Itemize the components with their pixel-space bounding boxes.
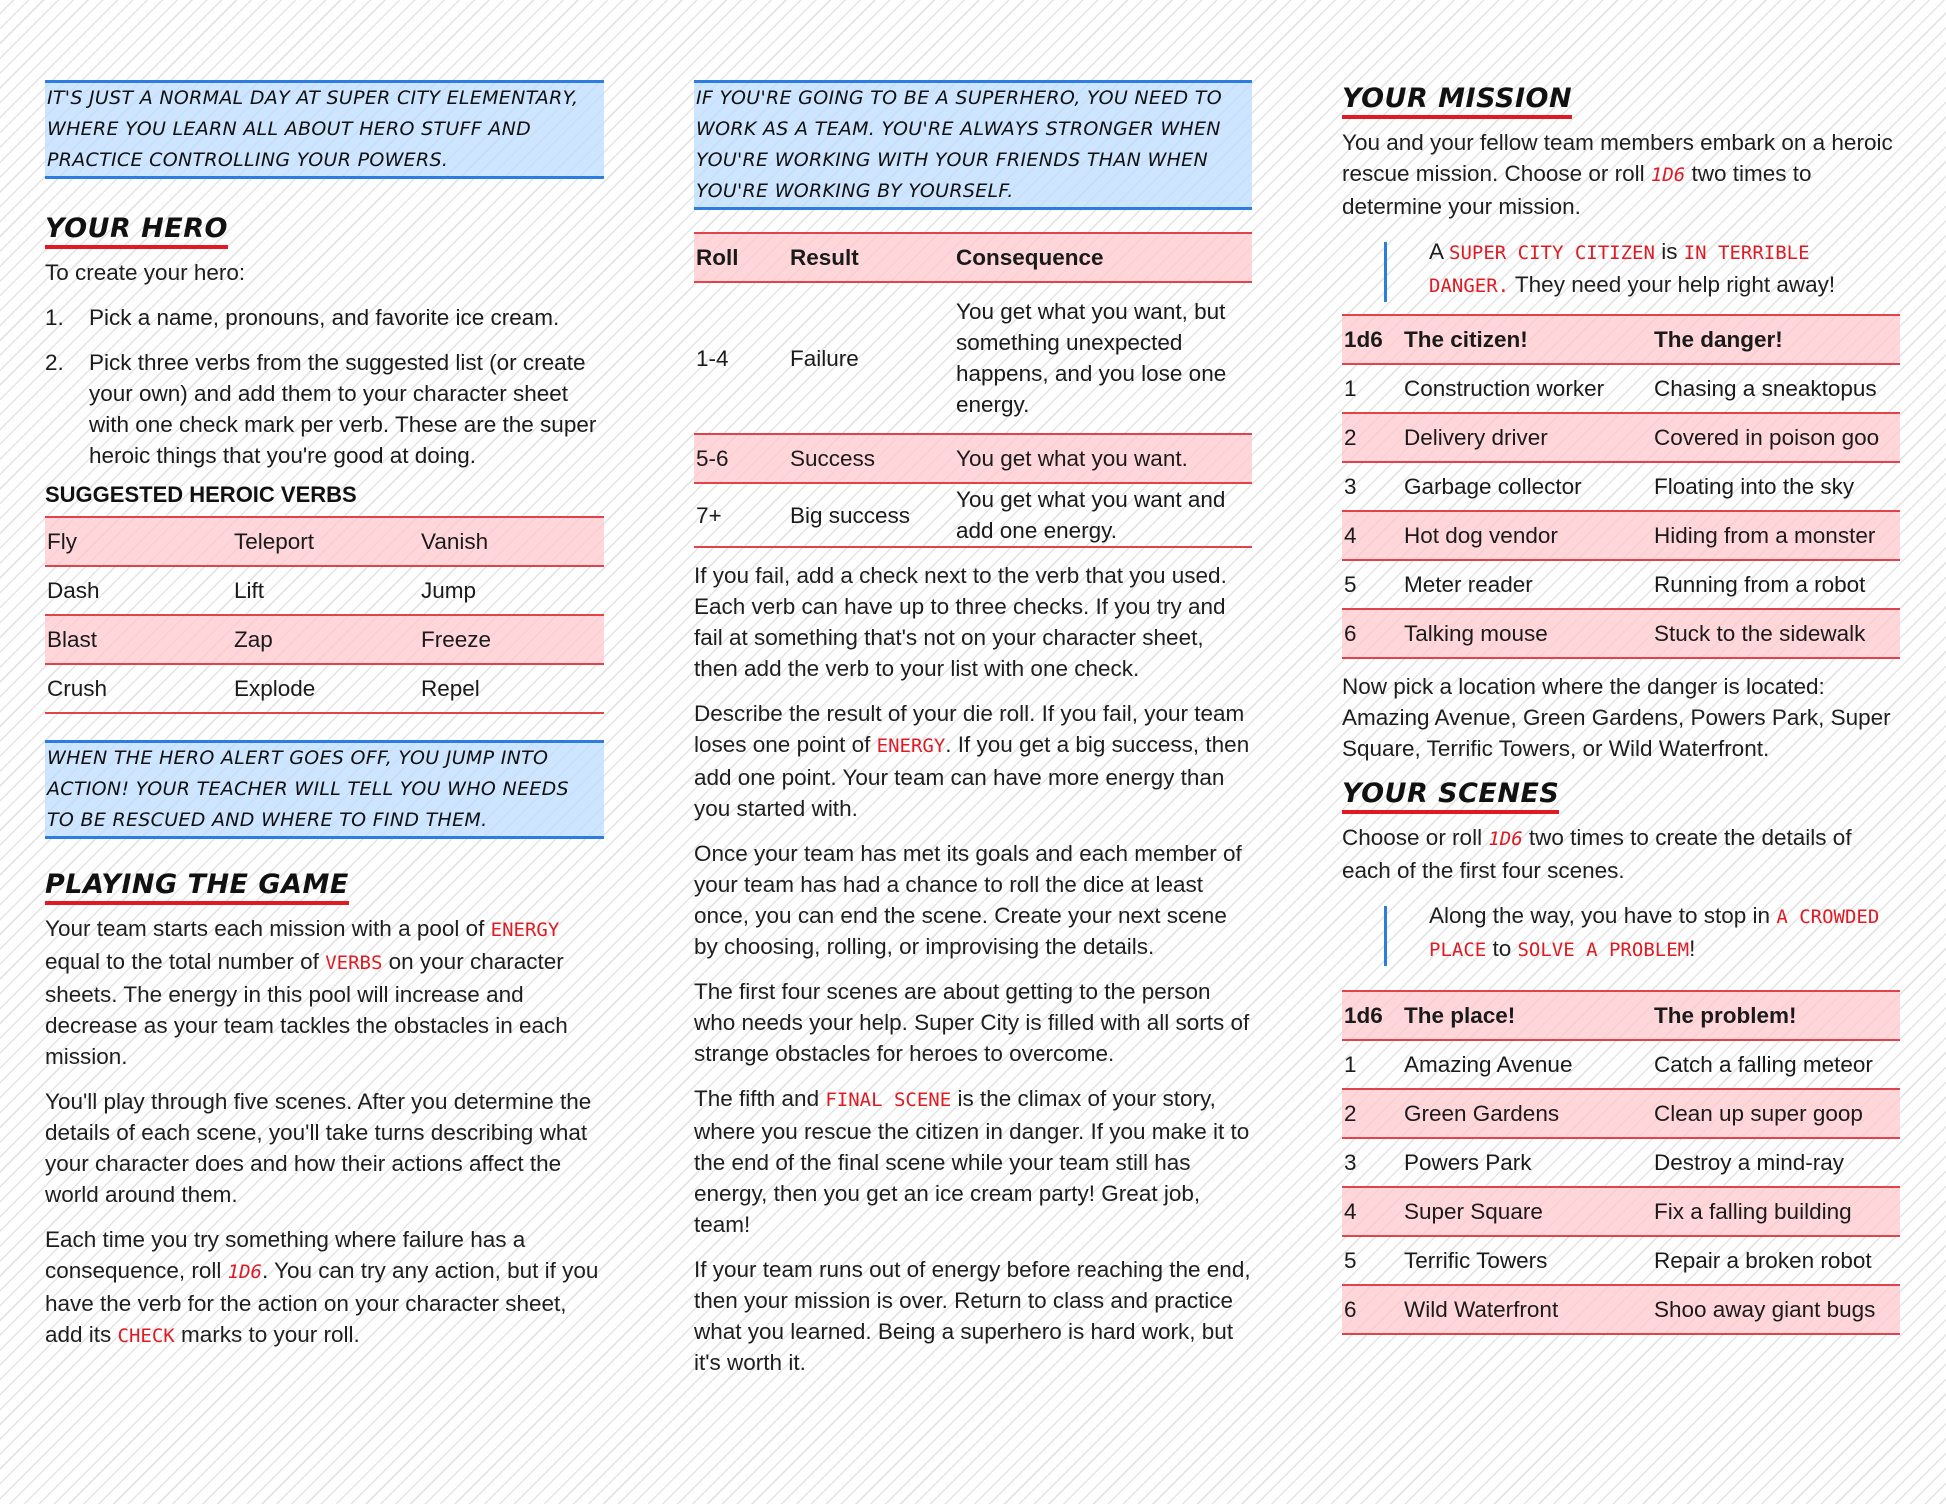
scenes-paragraph: Choose or roll 1D6 two times to create the details of each of the first four scenes. bbox=[1342, 825, 1852, 883]
scenes-quote: Along the way, you have to stop in A CROWDED PLACE to SOLVE A PROBLEM! bbox=[1384, 900, 1900, 966]
end-scene-paragraph: Once your team has met its goals and each member of your team has had a chance to roll the dice at least once, you can end the scene. Create your next scene by choosing, rolling, or improvising the details. bbox=[694, 841, 1242, 959]
table-header-row: Roll Result Consequence bbox=[694, 233, 1252, 282]
energy-keyword: ENERGY bbox=[490, 919, 560, 941]
hero-alert-callout: WHEN THE HERO ALERT GOES OFF, YOU JUMP INTO ACTION! YOUR TEACHER WILL TELL YOU WHO NEEDS TO BE RESCUED AND WHERE TO FIND THEM. bbox=[45, 740, 604, 839]
table-row: 5 Meter reader Running from a robot bbox=[1342, 560, 1900, 609]
super-city-citizen-keyword: SUPER CITY CITIZEN bbox=[1449, 242, 1655, 264]
step-item: 1. Pick a name, pronouns, and favorite ice cream. bbox=[45, 305, 560, 330]
mission-quote: A SUPER CITY CITIZEN is IN TERRIBLE DANGER. They need your help right away! bbox=[1384, 236, 1900, 302]
table-header-row: 1d6 The citizen! The danger! bbox=[1342, 315, 1900, 364]
your-scenes-heading: YOUR SCENES bbox=[1342, 778, 1559, 814]
right-column bbox=[1342, 0, 1900, 1335]
table-row: 2 Delivery driver Covered in poison goo bbox=[1342, 413, 1900, 462]
citizen-table bbox=[1342, 314, 1900, 659]
table-row: Dash Lift Jump bbox=[45, 566, 604, 615]
verbs-heading: SUGGESTED HEROIC VERBS bbox=[45, 482, 357, 507]
first-four-scenes-paragraph: The first four scenes are about getting to the person who needs your help. Super City is filled with all sorts of strange obstacles for heroes to overcome. bbox=[694, 979, 1250, 1066]
mission-paragraph: You and your fellow team members embark on a heroic rescue mission. Choose or roll 1D6 two times to determine your mission. bbox=[1342, 130, 1893, 219]
playing-the-game-heading: PLAYING THE GAME bbox=[45, 869, 349, 905]
table-row: Crush Explode Repel bbox=[45, 664, 604, 713]
1d6-keyword: 1D6 bbox=[227, 1261, 262, 1283]
quote-bar bbox=[1384, 242, 1387, 302]
table-row: 7+ Big success You get what you want and add one energy. bbox=[694, 483, 1252, 547]
scenes-paragraph: You'll play through five scenes. After you determine the details of each scene, you'll take turns describing what your character does and how their actions affect the world around them. bbox=[45, 1089, 592, 1207]
table-row: 5-6 Success You get what you want. bbox=[694, 434, 1252, 483]
final-scene-keyword: FINAL SCENE bbox=[825, 1089, 952, 1111]
intro-callout: IT'S JUST A NORMAL DAY AT SUPER CITY ELEMENTARY, WHERE YOU LEARN ALL ABOUT HERO STUFF AND PRACTICE CONTROLLING YOUR POWERS. bbox=[45, 80, 604, 179]
in-terrible-danger-keyword: IN TERRIBLE DANGER. bbox=[1429, 242, 1810, 297]
table-row: 4 Hot dog vendor Hiding from a monster bbox=[1342, 511, 1900, 560]
solve-a-problem-keyword: SOLVE A PROBLEM bbox=[1517, 939, 1690, 961]
left-column bbox=[45, 0, 604, 1366]
energy-keyword: ENERGY bbox=[876, 735, 946, 757]
place-table bbox=[1342, 990, 1900, 1335]
step-item: 2. Pick three verbs from the suggested list (or create your own) and add them to your character sheet with one check mark per verb. These are the super heroic things that you're good at doing. bbox=[45, 350, 597, 468]
table-row: 1 Amazing Avenue Catch a falling meteor bbox=[1342, 1040, 1900, 1089]
table-row: 5 Terrific Towers Repair a broken robot bbox=[1342, 1236, 1900, 1285]
table-row: 1 Construction worker Chasing a sneaktopus bbox=[1342, 364, 1900, 413]
fail-check-paragraph: If you fail, add a check next to the verb that you used. Each verb can have up to three checks. If you try and fail at something that's not on your character sheet, then add the verb to your list with one check. bbox=[694, 563, 1227, 681]
table-row: 6 Wild Waterfront Shoo away giant bugs bbox=[1342, 1285, 1900, 1334]
table-row: 6 Talking mouse Stuck to the sidewalk bbox=[1342, 609, 1900, 658]
team-callout: IF YOU'RE GOING TO BE A SUPERHERO, YOU NEED TO WORK AS A TEAM. YOU'RE ALWAYS STRONGER WHEN YOU'RE WORKING WITH YOUR FRIENDS THAN WHEN YOU'RE WORKING BY YOURSELF. bbox=[694, 80, 1252, 210]
table-row: 4 Super Square Fix a falling building bbox=[1342, 1187, 1900, 1236]
energy-paragraph: Your team starts each mission with a pool of ENERGY equal to the total number of VERBS on your character sheets. The energy in this pool will increase and decrease as your team tackles the obstacles in each mission. bbox=[45, 916, 568, 1069]
verbs-table bbox=[45, 516, 604, 714]
die-result-paragraph: Describe the result of your die roll. If you fail, your team loses one point of ENERGY. If you get a big success, then add one point. Your team can have more energy than you started with. bbox=[694, 701, 1250, 821]
verbs-keyword: VERBS bbox=[325, 952, 383, 974]
your-mission-heading: YOUR MISSION bbox=[1342, 83, 1572, 119]
table-header-row: 1d6 The place! The problem! bbox=[1342, 991, 1900, 1040]
roll-table bbox=[694, 232, 1252, 548]
quote-bar bbox=[1384, 906, 1387, 966]
middle-column bbox=[694, 0, 1252, 1392]
table-row: 1-4 Failure You get what you want, but something unexpected happens, and you lose one energy. bbox=[694, 282, 1252, 434]
check-keyword: CHECK bbox=[117, 1325, 175, 1347]
hero-intro: To create your hero: bbox=[45, 260, 246, 285]
location-paragraph: Now pick a location where the danger is located: Amazing Avenue, Green Gardens, Powers Park, Super Square, Terrific Towers, or Wild Waterfront. bbox=[1342, 674, 1891, 761]
table-row: Blast Zap Freeze bbox=[45, 615, 604, 664]
final-scene-paragraph: The fifth and FINAL SCENE is the climax of your story, where you rescue the citizen in danger. If you make it to the end of the final scene while your team still has energy, then you get an ice cream party! Great job, team! bbox=[694, 1086, 1250, 1237]
1d6-keyword: 1D6 bbox=[1650, 164, 1686, 186]
table-row: 3 Powers Park Destroy a mind-ray bbox=[1342, 1138, 1900, 1187]
1d6-keyword: 1D6 bbox=[1488, 828, 1523, 850]
crowded-place-keyword: A CROWDED PLACE bbox=[1429, 906, 1880, 961]
your-hero-heading: YOUR HERO bbox=[45, 213, 228, 249]
roll-paragraph: Each time you try something where failure has a consequence, roll 1D6. You can try any action, but if you have the verb for the action on your character sheet, add its CHECK marks to your roll. bbox=[45, 1227, 599, 1347]
hero-steps-list bbox=[45, 302, 604, 471]
table-row: 3 Garbage collector Floating into the sky bbox=[1342, 462, 1900, 511]
out-of-energy-paragraph: If your team runs out of energy before reaching the end, then your mission is over. Return to class and practice what you learned. Being a superhero is hard work, but it's worth it. bbox=[694, 1257, 1251, 1375]
table-row: Fly Teleport Vanish bbox=[45, 517, 604, 566]
table-row: 2 Green Gardens Clean up super goop bbox=[1342, 1089, 1900, 1138]
